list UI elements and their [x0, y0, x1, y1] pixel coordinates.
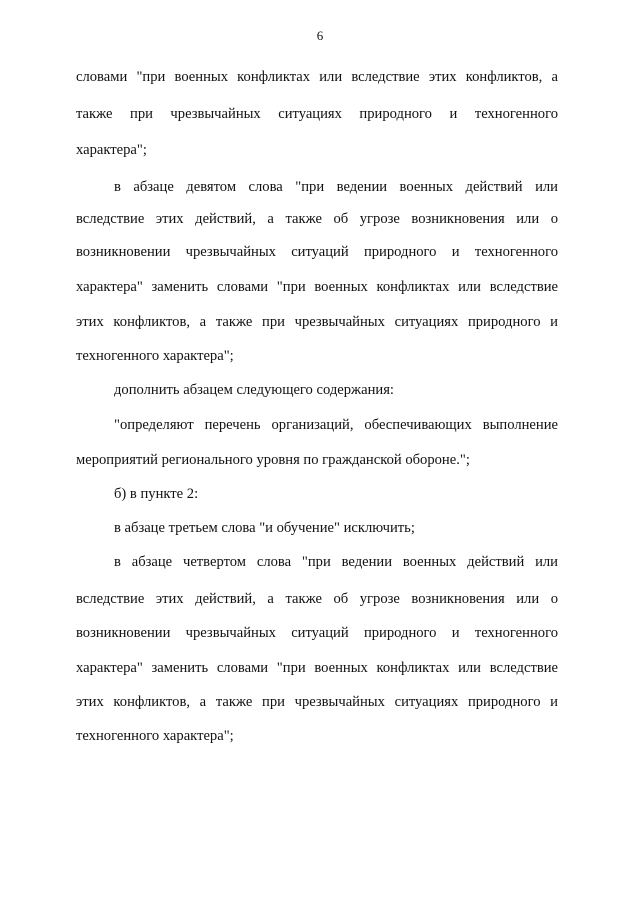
text-line: возникновении чрезвычайных ситуаций природного и техногенного — [76, 625, 558, 641]
page-number: 6 — [316, 28, 324, 43]
text-line: "определяют перечень организаций, обеспечивающих выполнение — [114, 417, 558, 433]
text-line: также при чрезвычайных ситуациях природного и техногенного — [76, 106, 558, 122]
text-line: характера" заменить словами "при военных конфликтах или вследствие — [76, 660, 558, 676]
text-line: словами "при военных конфликтах или вследствие этих конфликтов, а — [76, 69, 558, 85]
text-line: вследствие этих действий, а также об угрозе возникновения или о — [76, 211, 558, 227]
text-line: возникновении чрезвычайных ситуаций природного и техногенного — [76, 244, 558, 260]
text-line: характера"; — [76, 142, 147, 158]
text-line: в абзаце девятом слова "при ведении военных действий или — [114, 179, 558, 195]
text-line: техногенного характера"; — [76, 348, 234, 364]
text-line: в абзаце третьем слова "и обучение" исключить; — [114, 520, 415, 536]
text-line: этих конфликтов, а также при чрезвычайных ситуациях природного и — [76, 694, 558, 710]
text-line: мероприятий регионального уровня по гражданской обороне."; — [76, 452, 470, 468]
text-line: вследствие этих действий, а также об угрозе возникновения или о — [76, 591, 558, 607]
text-line: б) в пункте 2: — [114, 486, 199, 502]
text-line: дополнить абзацем следующего содержания: — [114, 382, 394, 398]
text-line: в абзаце четвертом слова "при ведении военных действий или — [114, 554, 558, 570]
text-line: этих конфликтов, а также при чрезвычайных ситуациях природного и — [76, 314, 558, 330]
text-line: характера" заменить словами "при военных конфликтах или вследствие — [76, 279, 558, 295]
text-line: техногенного характера"; — [76, 728, 234, 744]
